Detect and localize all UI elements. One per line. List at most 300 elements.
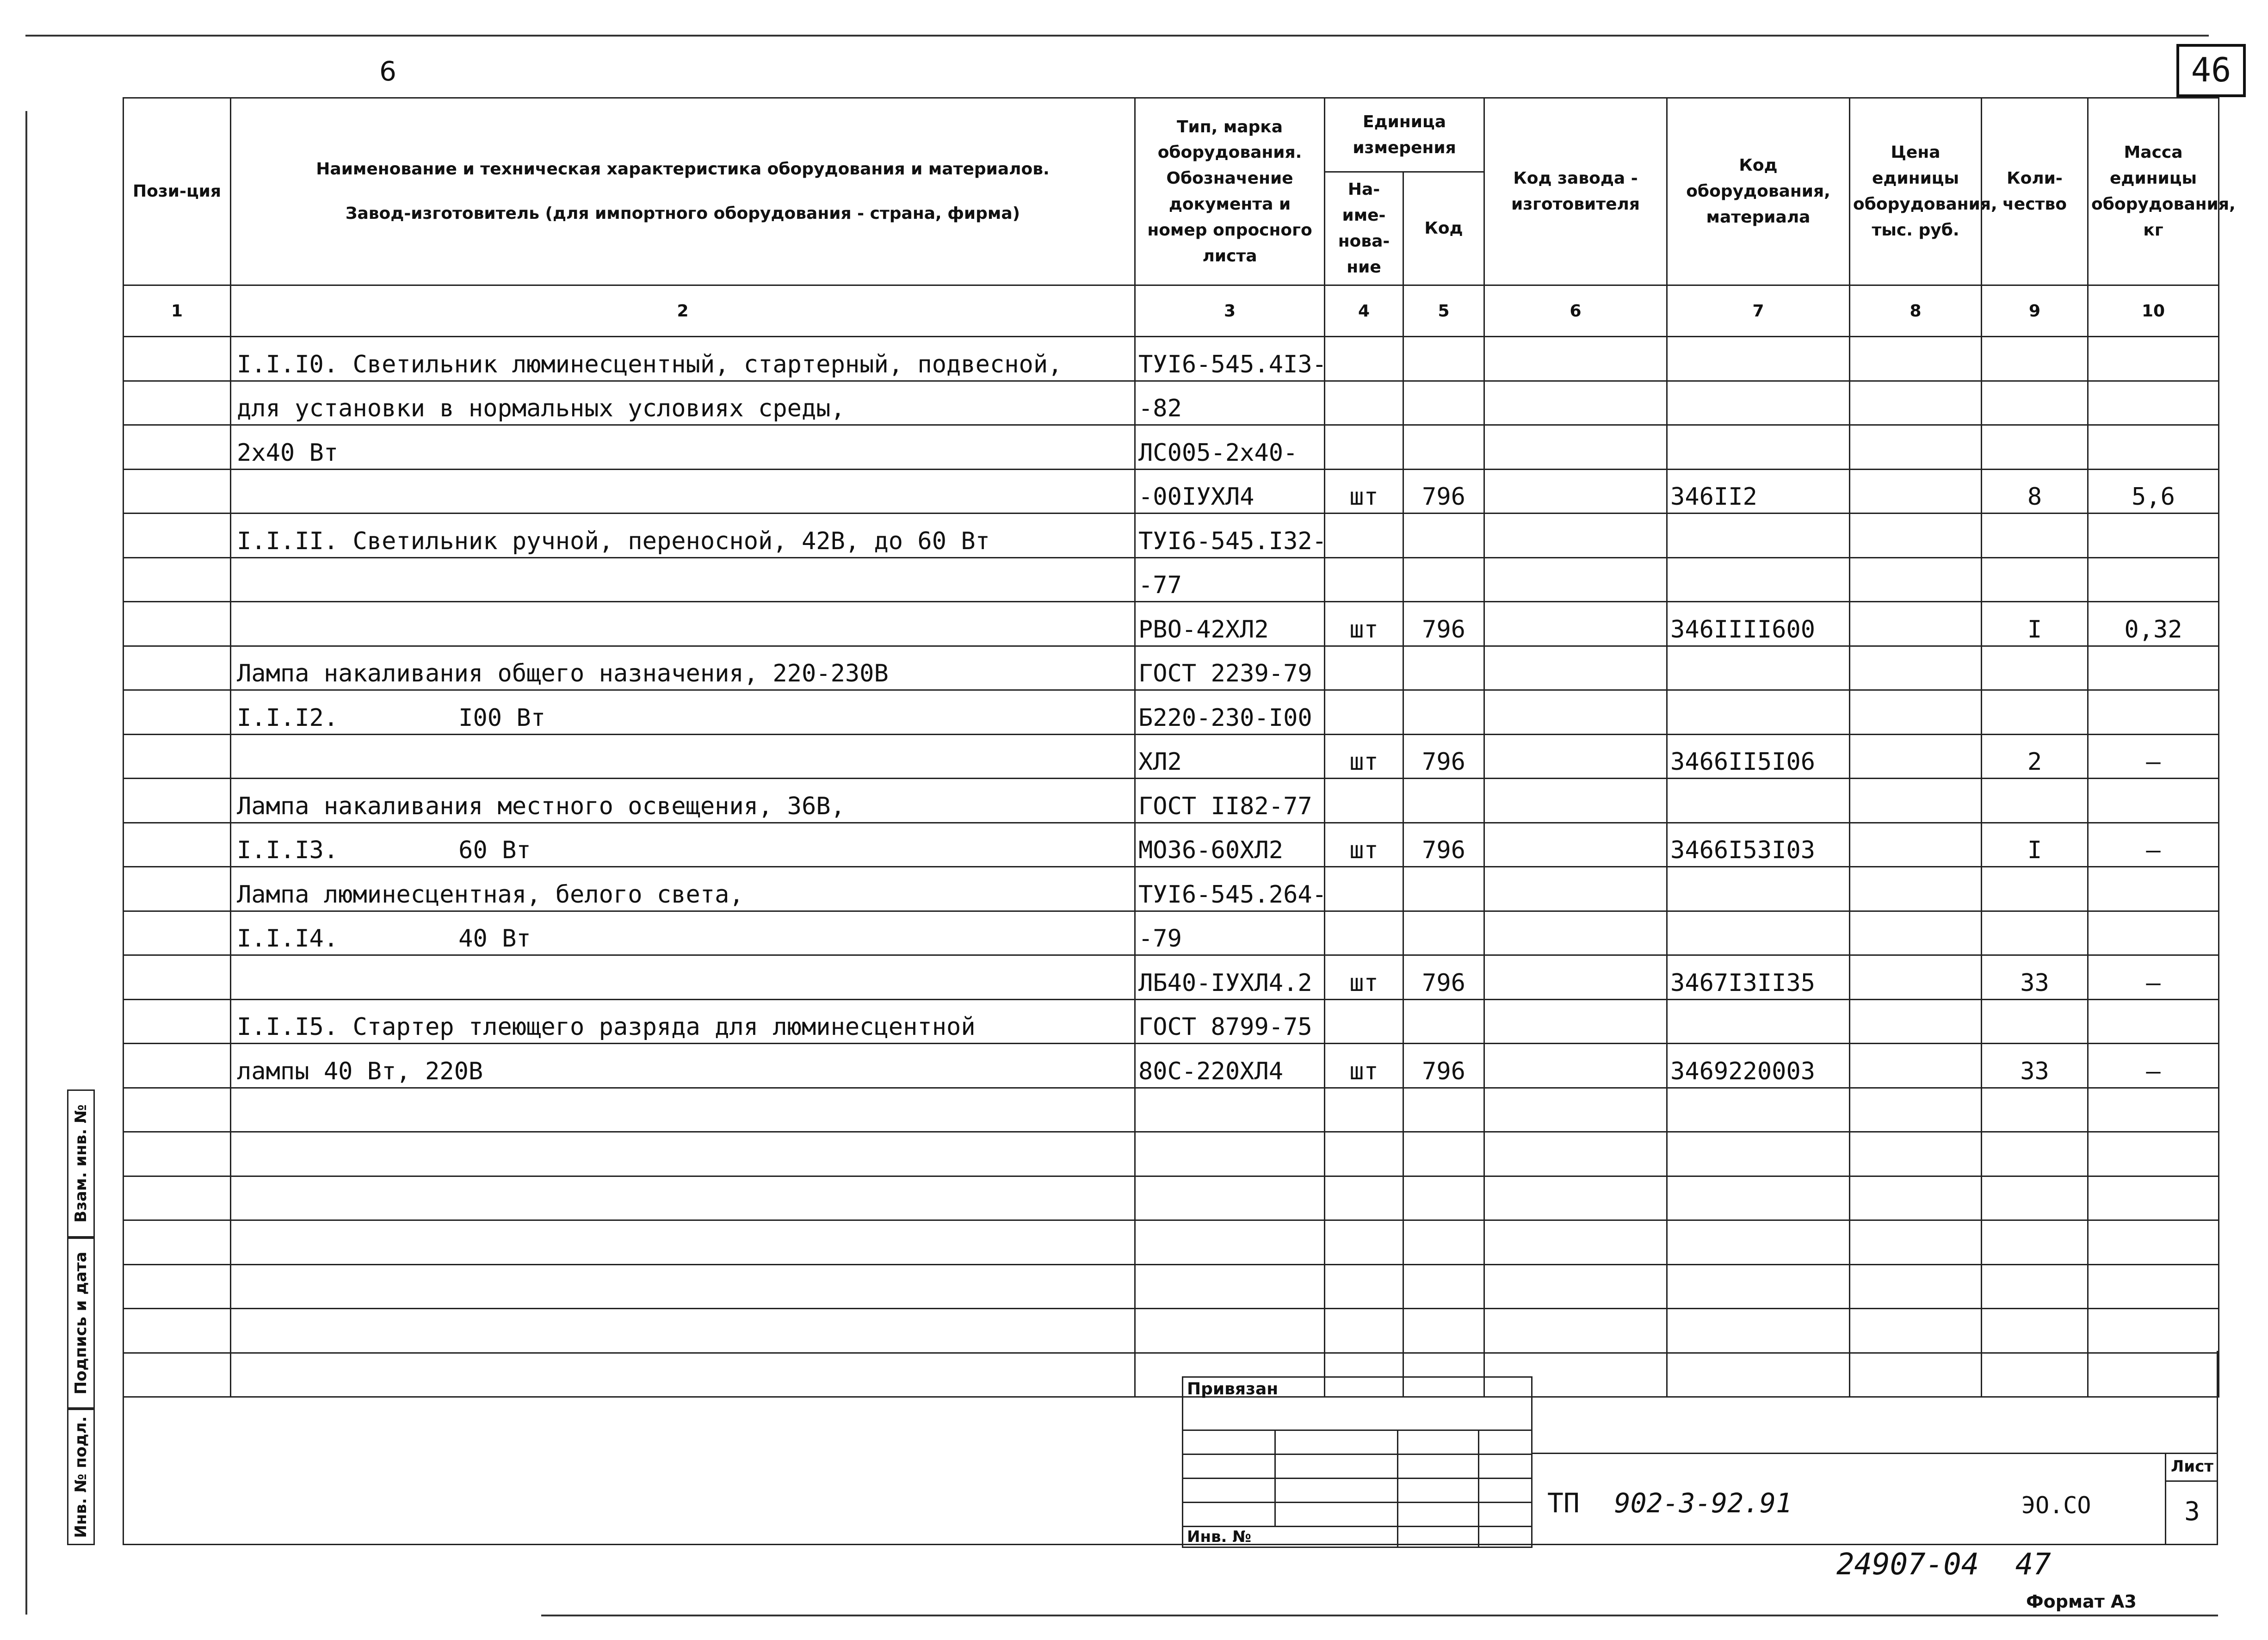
cell-qty xyxy=(1982,381,2088,425)
cell-price xyxy=(1850,779,1982,823)
header-unit-group: Единица измерения xyxy=(1325,98,1484,172)
cell-name xyxy=(231,823,1135,867)
cell-equip xyxy=(1667,425,1850,470)
cell-pos xyxy=(124,1220,231,1265)
cell-equip xyxy=(1667,779,1850,823)
cell-qty xyxy=(1982,1088,2088,1132)
cell-code: 796 xyxy=(1403,955,1484,1000)
cell-unit xyxy=(1325,867,1403,911)
cell-name: 2х40 Вт xyxy=(231,425,1135,470)
cell-plant xyxy=(1484,999,1667,1044)
cell-type: ЛС005-2х40- xyxy=(1135,425,1325,470)
project-code xyxy=(1547,1487,1792,1519)
cell-mass: 5,6 xyxy=(2088,469,2219,514)
cell-pos xyxy=(124,1176,231,1220)
stamp-cell xyxy=(1183,1454,1275,1479)
cell-unit xyxy=(1325,911,1403,955)
header-name-line1: Наименование и техническая характеристика оборудования и материалов. xyxy=(316,160,1050,179)
cell-qty: 8 xyxy=(1982,469,2088,514)
cell-qty xyxy=(1982,1176,2088,1220)
cell-equip: 346IIII600 xyxy=(1667,602,1850,646)
cell-qty: 2 xyxy=(1982,734,2088,779)
cell-code: 796 xyxy=(1403,823,1484,867)
cell-name: для установки в нормальных условиях среды, xyxy=(231,381,1135,425)
cell-code xyxy=(1403,779,1484,823)
cell-qty xyxy=(1982,337,2088,381)
cell-type: ТУI6-545.I32- xyxy=(1135,514,1325,558)
cell-unit xyxy=(1325,1176,1403,1220)
cell-unit xyxy=(1325,1309,1403,1353)
table-row xyxy=(124,646,2219,690)
cell-price xyxy=(1850,646,1982,690)
cell-code xyxy=(1403,425,1484,470)
table-row xyxy=(124,469,2219,514)
cell-equip: 3467I3II35 xyxy=(1667,955,1850,1000)
stamp-cell xyxy=(1479,1527,1532,1547)
cell-type: ТУI6-545.4I3- xyxy=(1135,337,1325,381)
stamp-cell xyxy=(1275,1430,1398,1454)
cell-qty xyxy=(1982,646,2088,690)
cell-name xyxy=(231,911,1135,955)
cell-unit: шт xyxy=(1325,955,1403,1000)
cell-plant xyxy=(1484,381,1667,425)
cell-plant xyxy=(1484,1132,1667,1176)
cell-name xyxy=(231,602,1135,646)
cell-name: I.I.I0. Светильник люминесцентный, стартерный, подвесной, xyxy=(231,337,1135,381)
cell-price xyxy=(1850,1309,1982,1353)
cell-type: РВО-42ХЛ2 xyxy=(1135,602,1325,646)
cell-pos xyxy=(124,690,231,735)
cell-pos xyxy=(124,469,231,514)
cell-plant xyxy=(1484,557,1667,602)
cell-mass xyxy=(2088,1309,2219,1353)
table-row xyxy=(124,1264,2219,1309)
item-power: I00 Вт xyxy=(458,704,545,732)
side-label-text: Взам. инв. № xyxy=(72,1104,90,1223)
cell-equip xyxy=(1667,1220,1850,1265)
cell-qty xyxy=(1982,867,2088,911)
cell-code: 796 xyxy=(1403,469,1484,514)
cell-pos xyxy=(124,1309,231,1353)
cell-code xyxy=(1403,1132,1484,1176)
cell-name xyxy=(231,690,1135,735)
cell-unit xyxy=(1325,1220,1403,1265)
archive-number-main: 24907-04 xyxy=(1836,1547,1979,1582)
cell-name xyxy=(231,1176,1135,1220)
archive-number xyxy=(1836,1547,2051,1582)
cell-equip: 3466I53I03 xyxy=(1667,823,1850,867)
bottom-rule xyxy=(541,1615,2218,1616)
cell-equip xyxy=(1667,1309,1850,1353)
cell-unit xyxy=(1325,646,1403,690)
cell-equip xyxy=(1667,337,1850,381)
side-label-text: Подпись и дата xyxy=(72,1251,90,1395)
cell-pos xyxy=(124,867,231,911)
stamp-cell xyxy=(1479,1430,1532,1454)
table-row xyxy=(124,734,2219,779)
cell-price xyxy=(1850,1264,1982,1309)
stamp-cell xyxy=(1398,1527,1479,1547)
cell-code xyxy=(1403,337,1484,381)
stamp-cell xyxy=(1479,1454,1532,1479)
cell-qty: I xyxy=(1982,602,2088,646)
cell-plant xyxy=(1484,867,1667,911)
cell-price xyxy=(1850,425,1982,470)
table-row xyxy=(124,779,2219,823)
cell-pos xyxy=(124,602,231,646)
cell-pos xyxy=(124,1264,231,1309)
cell-type: ГОСТ II82-77 xyxy=(1135,779,1325,823)
stamp-cell xyxy=(1479,1479,1532,1503)
cell-code xyxy=(1403,867,1484,911)
cell-type: МО36-60ХЛ2 xyxy=(1135,823,1325,867)
project-number: 902-3-92.91 xyxy=(1614,1487,1792,1519)
cell-qty: 33 xyxy=(1982,1044,2088,1088)
header-plant-code: Код завода - изготовителя xyxy=(1484,98,1667,285)
stamp-cell xyxy=(1398,1479,1479,1503)
cell-qty: I xyxy=(1982,823,2088,867)
cell-mass xyxy=(2088,867,2219,911)
cell-code xyxy=(1403,1176,1484,1220)
cell-price xyxy=(1850,823,1982,867)
cell-plant xyxy=(1484,425,1667,470)
cell-qty xyxy=(1982,1220,2088,1265)
cell-code xyxy=(1403,514,1484,558)
cell-type xyxy=(1135,1176,1325,1220)
cell-pos xyxy=(124,514,231,558)
top-rule xyxy=(25,35,2209,37)
cell-mass xyxy=(2088,1088,2219,1132)
cell-type xyxy=(1135,1220,1325,1265)
cell-equip xyxy=(1667,911,1850,955)
cell-pos xyxy=(124,1088,231,1132)
specification-table xyxy=(123,97,2236,1398)
cell-name: I.I.I5. Стартер тлеющего разряда для люминесцентной xyxy=(231,999,1135,1044)
cell-mass xyxy=(2088,1132,2219,1176)
cell-pos xyxy=(124,823,231,867)
cell-mass xyxy=(2088,337,2219,381)
cell-mass xyxy=(2088,1176,2219,1220)
cell-unit xyxy=(1325,1132,1403,1176)
project-prefix: ТП xyxy=(1547,1487,1580,1519)
header-quantity: Коли-чество xyxy=(1982,98,2088,285)
cell-mass: 0,32 xyxy=(2088,602,2219,646)
cell-equip: 3466II5I06 xyxy=(1667,734,1850,779)
cell-price xyxy=(1850,690,1982,735)
sheet-value: 3 xyxy=(2184,1497,2200,1527)
table-row xyxy=(124,999,2219,1044)
cell-name: Лампа люминесцентная, белого света, xyxy=(231,867,1135,911)
cell-type: ТУI6-545.264- xyxy=(1135,867,1325,911)
side-label-vzam xyxy=(67,1089,95,1238)
col-number: 4 xyxy=(1325,285,1403,337)
cell-plant xyxy=(1484,1220,1667,1265)
cell-equip: 3469220003 xyxy=(1667,1044,1850,1088)
item-power: 60 Вт xyxy=(458,836,531,864)
cell-code xyxy=(1403,911,1484,955)
cell-equip xyxy=(1667,1176,1850,1220)
col-number: 1 xyxy=(124,285,231,337)
table-row xyxy=(124,1132,2219,1176)
cell-equip xyxy=(1667,1132,1850,1176)
col-number: 6 xyxy=(1484,285,1667,337)
cell-mass xyxy=(2088,999,2219,1044)
table-row xyxy=(124,1176,2219,1220)
side-label-podpis xyxy=(67,1238,95,1409)
cell-mass xyxy=(2088,779,2219,823)
cell-plant xyxy=(1484,1176,1667,1220)
cell-type xyxy=(1135,1088,1325,1132)
page-number: 6 xyxy=(379,56,396,87)
cell-mass xyxy=(2088,425,2219,470)
cell-plant xyxy=(1484,602,1667,646)
doc-code: ЭО.СО xyxy=(2021,1492,2091,1519)
cell-type xyxy=(1135,1132,1325,1176)
cell-price xyxy=(1850,955,1982,1000)
cell-plant xyxy=(1484,690,1667,735)
col-number: 8 xyxy=(1850,285,1982,337)
table-row xyxy=(124,955,2219,1000)
cell-qty xyxy=(1982,1132,2088,1176)
cell-mass xyxy=(2088,911,2219,955)
cell-mass: – xyxy=(2088,823,2219,867)
cell-name xyxy=(231,1132,1135,1176)
cell-price xyxy=(1850,1176,1982,1220)
cell-name: Лампа накаливания общего назначения, 220-230В xyxy=(231,646,1135,690)
cell-type xyxy=(1135,1309,1325,1353)
table-row xyxy=(124,1220,2219,1265)
cell-plant xyxy=(1484,469,1667,514)
cell-price xyxy=(1850,1220,1982,1265)
table-row xyxy=(124,867,2219,911)
cell-qty xyxy=(1982,1309,2088,1353)
cell-mass xyxy=(2088,381,2219,425)
cell-pos xyxy=(124,779,231,823)
cell-code xyxy=(1403,1088,1484,1132)
table-row xyxy=(124,823,2219,867)
cell-price xyxy=(1850,999,1982,1044)
cell-unit xyxy=(1325,690,1403,735)
stamp-cell xyxy=(1183,1430,1275,1454)
cell-pos xyxy=(124,955,231,1000)
cell-pos xyxy=(124,337,231,381)
cell-name xyxy=(231,557,1135,602)
stamp-cell xyxy=(1398,1503,1479,1527)
table-row xyxy=(124,1044,2219,1088)
cell-pos xyxy=(124,425,231,470)
stamp-cell xyxy=(1183,1503,1275,1527)
cell-pos xyxy=(124,999,231,1044)
cell-name: Лампа накаливания местного освещения, 36В, xyxy=(231,779,1135,823)
cell-qty xyxy=(1982,999,2088,1044)
title-block-frame xyxy=(123,1351,2218,1545)
cell-pos xyxy=(124,381,231,425)
cell-price xyxy=(1850,514,1982,558)
cell-code xyxy=(1403,690,1484,735)
stamp-cell xyxy=(1275,1479,1398,1503)
cell-pos xyxy=(124,557,231,602)
cell-price xyxy=(1850,734,1982,779)
cell-type: ГОСТ 8799-75 xyxy=(1135,999,1325,1044)
cell-unit: шт xyxy=(1325,823,1403,867)
cell-qty xyxy=(1982,1264,2088,1309)
cell-qty xyxy=(1982,425,2088,470)
header-name-line2: Завод-изготовитель (для импортного оборудования - страна, фирма) xyxy=(345,204,1020,223)
item-number: I.I.I4. xyxy=(237,925,339,953)
cell-mass xyxy=(2088,1220,2219,1265)
cell-qty xyxy=(1982,911,2088,955)
cell-plant xyxy=(1484,1044,1667,1088)
cell-unit xyxy=(1325,425,1403,470)
cell-unit xyxy=(1325,999,1403,1044)
cell-equip: 346II2 xyxy=(1667,469,1850,514)
cell-mass: – xyxy=(2088,1044,2219,1088)
sheet-label: Лист xyxy=(2166,1453,2218,1482)
cell-mass xyxy=(2088,514,2219,558)
side-label-inv-podl xyxy=(67,1409,95,1545)
stamp-cell xyxy=(1275,1454,1398,1479)
cell-type: Б220-230-I00 xyxy=(1135,690,1325,735)
cell-plant xyxy=(1484,646,1667,690)
col-number: 5 xyxy=(1403,285,1484,337)
cell-plant xyxy=(1484,911,1667,955)
cell-plant xyxy=(1484,1264,1667,1309)
item-number: I.I.I3. xyxy=(237,836,339,864)
header-equipment-code: Код оборудования, материала xyxy=(1667,98,1850,285)
header-mass: Масса единицы оборудования, кг xyxy=(2088,98,2219,285)
cell-name xyxy=(231,734,1135,779)
cell-plant xyxy=(1484,1088,1667,1132)
stamp-cell xyxy=(1479,1503,1532,1527)
cell-type: ГОСТ 2239-79 xyxy=(1135,646,1325,690)
sheet-number: 46 xyxy=(2191,50,2231,89)
cell-mass xyxy=(2088,1264,2219,1309)
cell-pos xyxy=(124,911,231,955)
cell-name xyxy=(231,1220,1135,1265)
cell-qty xyxy=(1982,557,2088,602)
cell-qty xyxy=(1982,779,2088,823)
cell-name xyxy=(231,1309,1135,1353)
table-row xyxy=(124,514,2219,558)
table-row xyxy=(124,1309,2219,1353)
title-block-divider xyxy=(1531,1453,2218,1454)
header-position: Пози-ция xyxy=(124,98,231,285)
table-row xyxy=(124,1088,2219,1132)
cell-equip xyxy=(1667,557,1850,602)
table-row xyxy=(124,602,2219,646)
cell-plant xyxy=(1484,823,1667,867)
cell-price xyxy=(1850,469,1982,514)
stamp-cell xyxy=(1275,1503,1398,1527)
cell-pos xyxy=(124,734,231,779)
stamp-cell xyxy=(1183,1479,1275,1503)
left-rule xyxy=(25,111,27,1615)
col-number: 7 xyxy=(1667,285,1850,337)
cell-unit: шт xyxy=(1325,602,1403,646)
cell-pos xyxy=(124,1044,231,1088)
header-name xyxy=(231,98,1135,285)
cell-equip xyxy=(1667,999,1850,1044)
cell-price xyxy=(1850,337,1982,381)
table-row xyxy=(124,557,2219,602)
table-row xyxy=(124,381,2219,425)
cell-mass: – xyxy=(2088,734,2219,779)
table-row xyxy=(124,911,2219,955)
col-number: 2 xyxy=(231,285,1135,337)
cell-qty xyxy=(1982,690,2088,735)
cell-code xyxy=(1403,1309,1484,1353)
cell-code xyxy=(1403,557,1484,602)
cell-equip xyxy=(1667,867,1850,911)
format-label: Формат А3 xyxy=(2026,1591,2137,1612)
col-number: 9 xyxy=(1982,285,2088,337)
cell-name: лампы 40 Вт, 220В xyxy=(231,1044,1135,1088)
cell-plant xyxy=(1484,955,1667,1000)
cell-code xyxy=(1403,1264,1484,1309)
cell-unit: шт xyxy=(1325,734,1403,779)
cell-mass xyxy=(2088,690,2219,735)
cell-name xyxy=(231,1264,1135,1309)
cell-equip xyxy=(1667,381,1850,425)
sheet-box xyxy=(2165,1453,2218,1545)
cell-unit: шт xyxy=(1325,469,1403,514)
cell-type: ЛБ40-IУХЛ4.2 xyxy=(1135,955,1325,1000)
header-type: Тип, марка оборудования. Обозначение документа и номер опросного листа xyxy=(1135,98,1325,285)
cell-type: -79 xyxy=(1135,911,1325,955)
cell-price xyxy=(1850,602,1982,646)
cell-code xyxy=(1403,1220,1484,1265)
col-number: 3 xyxy=(1135,285,1325,337)
header-unit-name: На-име-нова-ние xyxy=(1325,172,1403,285)
header-unit-code: Код xyxy=(1403,172,1484,285)
cell-mass: – xyxy=(2088,955,2219,1000)
cell-plant xyxy=(1484,337,1667,381)
cell-unit xyxy=(1325,381,1403,425)
item-power: 40 Вт xyxy=(458,925,531,953)
cell-price xyxy=(1850,911,1982,955)
cell-unit xyxy=(1325,1264,1403,1309)
cell-equip xyxy=(1667,1088,1850,1132)
cell-type: -77 xyxy=(1135,557,1325,602)
col-number: 10 xyxy=(2088,285,2219,337)
cell-name xyxy=(231,1088,1135,1132)
cell-qty: 33 xyxy=(1982,955,2088,1000)
inv-no-label: Инв. № xyxy=(1183,1527,1398,1547)
privyazan-label: Привязан xyxy=(1183,1377,1532,1430)
cell-unit xyxy=(1325,557,1403,602)
cell-equip xyxy=(1667,646,1850,690)
cell-code xyxy=(1403,381,1484,425)
cell-type: ХЛ2 xyxy=(1135,734,1325,779)
sheet-number-box xyxy=(2176,44,2246,97)
cell-equip xyxy=(1667,1264,1850,1309)
cell-unit xyxy=(1325,514,1403,558)
item-number: I.I.I2. xyxy=(237,704,339,732)
cell-price xyxy=(1850,1044,1982,1088)
cell-price xyxy=(1850,1132,1982,1176)
cell-type xyxy=(1135,1264,1325,1309)
column-numbers-row xyxy=(124,285,2219,337)
cell-plant xyxy=(1484,514,1667,558)
cell-pos xyxy=(124,646,231,690)
cell-name xyxy=(231,469,1135,514)
cell-unit xyxy=(1325,779,1403,823)
header-price: Цена единицы оборудования, тыс. руб. xyxy=(1850,98,1982,285)
cell-equip xyxy=(1667,690,1850,735)
cell-plant xyxy=(1484,1309,1667,1353)
stamp-cell xyxy=(1398,1454,1479,1479)
cell-code xyxy=(1403,999,1484,1044)
